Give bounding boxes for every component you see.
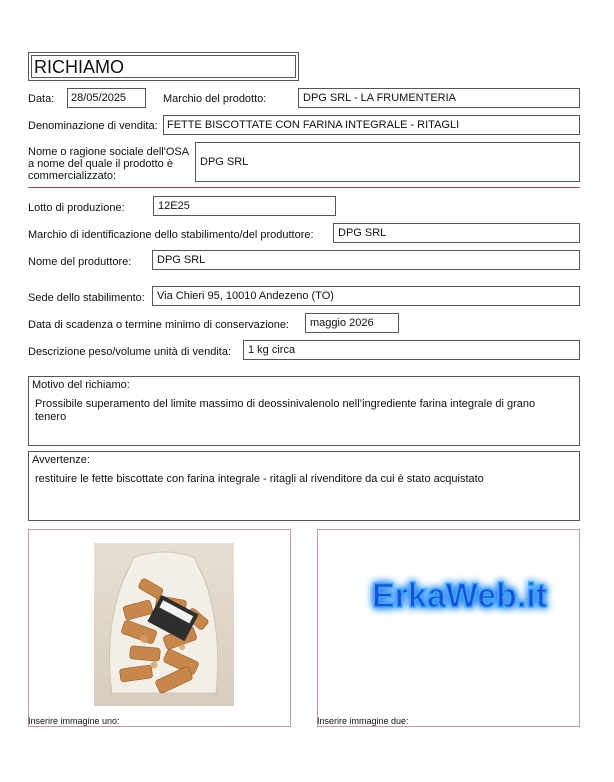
producer-value: DPG SRL	[157, 254, 206, 266]
sales-name-value: FETTE BISCOTTATE CON FARINA INTEGRALE - RITAGLI	[167, 119, 460, 131]
brand-label: Marchio del prodotto:	[163, 93, 267, 105]
sales-name-field[interactable]	[163, 115, 580, 135]
weight-field[interactable]	[243, 340, 580, 360]
sales-name-label: Denominazione di vendita:	[28, 120, 158, 132]
lot-value: 12E25	[158, 200, 190, 212]
product-photo	[94, 543, 234, 706]
warnings-label: Avvertenze:	[32, 454, 90, 466]
osa-label-line-1: Nome o ragione sociale dell'OSA	[28, 146, 190, 158]
weight-value: 1 kg circa	[248, 344, 296, 356]
producer-field[interactable]	[152, 250, 580, 270]
date-label: Data:	[28, 93, 55, 105]
id-mark-label: Marchio di identificazione dello stabilimento/del produttore:	[28, 229, 314, 241]
date-field[interactable]	[67, 88, 146, 108]
logo-text: ErkaWeb.it	[372, 577, 548, 615]
lot-field[interactable]	[153, 196, 336, 216]
page-title: RICHIAMO	[34, 57, 124, 77]
expiry-value: maggio 2026	[310, 317, 374, 329]
section-divider	[28, 187, 580, 188]
biscuit-bag-image	[94, 543, 234, 706]
image-one-caption: Inserire immagine uno:	[28, 716, 120, 726]
expiry-label: Data di scadenza o termine minimo di conservazione:	[28, 319, 290, 331]
warnings-box[interactable]	[28, 451, 580, 521]
warnings-text: restituire le fette biscottate con farina integrale - ritagli al rivenditore da cui è stato acquistato	[35, 473, 484, 485]
image-panel-one[interactable]	[28, 529, 291, 727]
osa-label-line-3: commercializzato:	[28, 170, 117, 182]
plant-address-value: Via Chieri 95, 10010 Andezeno (TO)	[157, 290, 334, 302]
osa-label-line-2: a nome del quale il prodotto è	[28, 158, 173, 170]
osa-field[interactable]	[195, 142, 580, 182]
date-value: 28/05/2025	[71, 92, 127, 104]
recall-reason-box[interactable]	[28, 376, 580, 446]
recall-reason-label: Motivo del richiamo:	[32, 379, 130, 391]
lot-label: Lotto di produzione:	[28, 202, 125, 214]
expiry-field[interactable]	[305, 313, 399, 333]
id-mark-field[interactable]	[333, 223, 580, 243]
plant-address-label: Sede dello stabilimento:	[28, 292, 145, 304]
recall-reason-text: Prossibile superamento del limite massimo di deossinivalenolo nell’ingrediente farina integrale di grano tenero	[35, 398, 536, 423]
weight-label: Descrizione peso/volume unità di vendita:	[28, 346, 232, 358]
id-mark-value: DPG SRL	[338, 227, 387, 239]
osa-value: DPG SRL	[200, 156, 249, 168]
image-two-caption: Inserire immagine due:	[317, 716, 409, 726]
producer-label: Nome del produttore:	[28, 256, 132, 268]
erkaweb-logo	[358, 560, 578, 630]
brand-field[interactable]	[298, 88, 580, 108]
plant-address-field[interactable]	[152, 286, 580, 306]
brand-value: DPG SRL - LA FRUMENTERIA	[303, 92, 457, 104]
image-panel-two[interactable]	[317, 529, 580, 727]
